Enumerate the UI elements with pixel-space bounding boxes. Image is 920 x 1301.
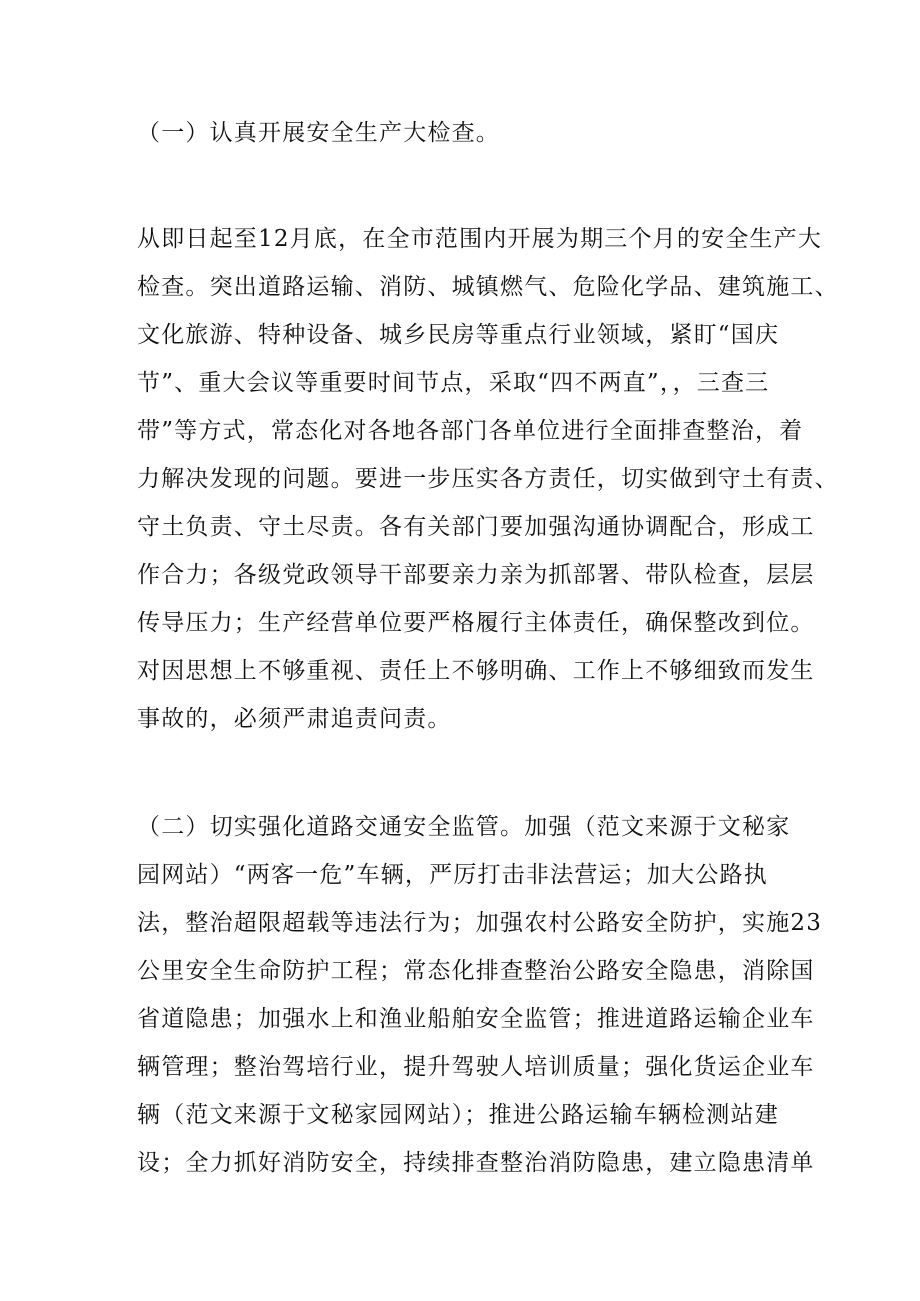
paragraph-line: 省道隐患；加强水上和渔业船舶安全监管；推进道路运输企业车 bbox=[137, 1006, 815, 1032]
paragraph-line: 传导压力；生产经营单位要严格履行主体责任，确保整改到位。 bbox=[137, 610, 815, 636]
paragraph-line: 节”、重大会议等重要时间节点，采取“四不两直”，，三查三 bbox=[137, 370, 770, 396]
paragraph-line: 辆管理；整治驾培行业，提升驾驶人培训质量；强化货运企业车 bbox=[137, 1054, 815, 1080]
paragraph-line: 园网站）“两客一危”车辆，严厉打击非法营运；加大公路执 bbox=[137, 862, 768, 888]
paragraph-line: 辆（范文来源于文秘家园网站）；推进公路运输车辆检测站建 bbox=[137, 1102, 779, 1128]
paragraph-line: 法，整治超限超载等违法行为；加强农村公路安全防护，实施23 bbox=[137, 910, 823, 936]
paragraph-line: 事故的，必须严肃追责问责。 bbox=[137, 706, 452, 732]
paragraph-line: 公里安全生命防护工程；常态化排查整治公路安全隐患，消除国 bbox=[137, 958, 815, 984]
paragraph-line: 作合力；各级党政领导干部要亲力亲为抓部署、带队检查，层层 bbox=[137, 562, 815, 588]
paragraph-line: 检查。突出道路运输、消防、城镇燃气、危险化学品、建筑施工、 bbox=[137, 274, 839, 300]
section-1-heading: （一）认真开展安全生产大检查。 bbox=[137, 120, 500, 146]
paragraph-line: 文化旅游、特种设备、城乡民房等重点行业领域，紧盯“国庆 bbox=[137, 322, 780, 348]
paragraph-line: （二）切实强化道路交通安全监管。加强（范文来源于文秘家 bbox=[137, 814, 791, 840]
paragraph-line: 对因思想上不够重视、责任上不够明确、工作上不够细致而发生 bbox=[137, 658, 815, 684]
paragraph-line: 从即日起至12月底，在全市范围内开展为期三个月的安全生产大 bbox=[137, 226, 823, 252]
paragraph-line: 带”等方式，常态化对各地各部门各单位进行全面排查整治，着 bbox=[137, 418, 804, 444]
paragraph-line: 守土负责、守土尽责。各有关部门要加强沟通协调配合，形成工 bbox=[137, 514, 815, 540]
paragraph-line: 设；全力抓好消防安全，持续排查整治消防隐患，建立隐患清单 bbox=[137, 1150, 815, 1176]
paragraph-line: 力解决发现的问题。要进一步压实各方责任，切实做到守土有责、 bbox=[137, 466, 839, 492]
